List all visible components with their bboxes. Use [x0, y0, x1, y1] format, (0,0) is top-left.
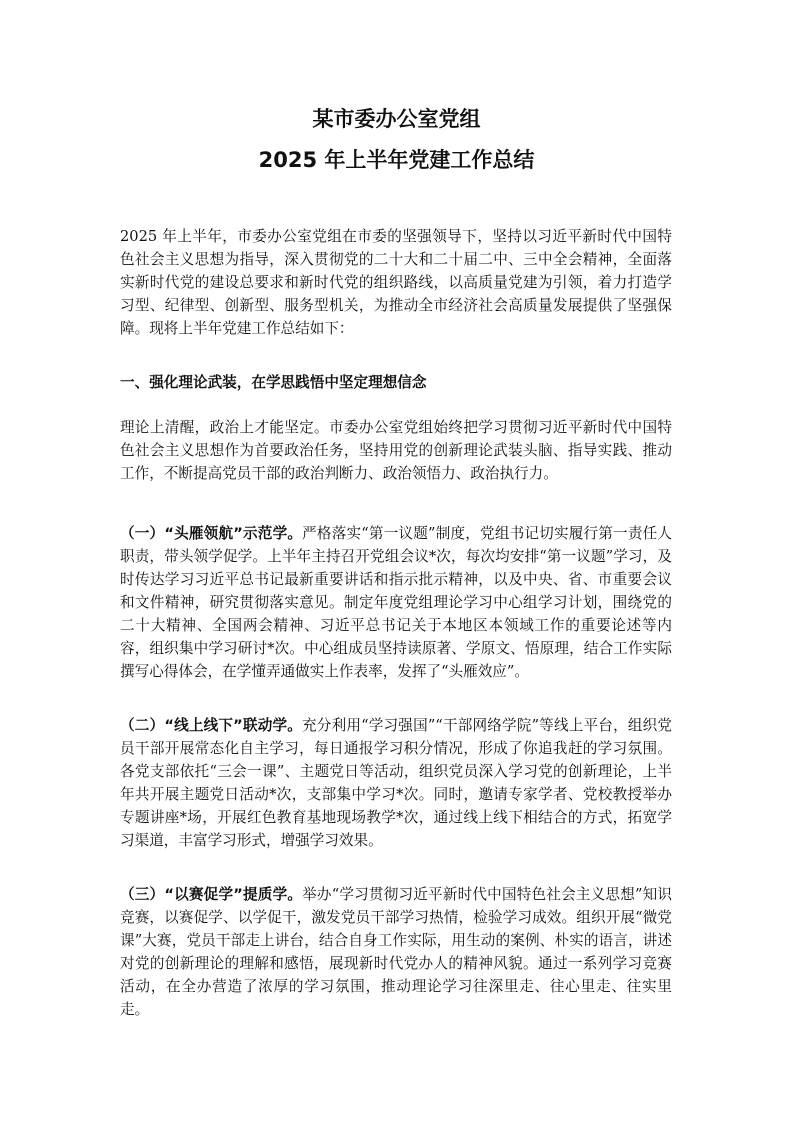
document-title-line1: 某市委办公室党组 [312, 107, 481, 131]
item-paragraph-1 [120, 522, 672, 683]
item-text-1: 严格落实“第一议题”制度，党组书记切实履行第一责任人职责，带头领学促学。上半年主持召开党组会议*次，每次均安排“第一议题”学习，及时传达学习习近平总书记最新重要讲话和指示批示精神，以及中央、省、市重要会议和文件精神，研究贯彻落实意见。制定年度党组理论学习中心组学习计划，围绕党的二十大精神、全国两会精神、习近平总书记关于本地区本领域工作的重要论述等内容，组织集中学习研讨*次。中心组成员坚持读原著、学原文、悟原理，结合工作实际撰写心得体会，在学懂弄通做实上作表率，发挥了“头雁效应”。 [120, 525, 672, 680]
item-text-3: 举办“学习贯彻习近平新时代中国特色社会主义思想”知识竞赛，以赛促学、以学促干，激发党员干部学习热情，检验学习成效。组织开展“微党课”大赛，党员干部走上讲台，结合自身工作实际，用生动的案例、朴实的语言，讲述对党的创新理论的理解和感悟，展现新时代党办人的精神风貌。通过一系列学习竞赛活动，在全办营造了浓厚的学习氛围，推动理论学习往深里走、往心里走、往实里走。 [120, 886, 672, 1018]
item-paragraph-3 [120, 883, 672, 1021]
document-title-line2: 2025 年上半年党建工作总结 [258, 148, 535, 172]
item-lead-2: （二）“线上线下”联动学。 [120, 717, 303, 734]
item-lead-3: （三）“以赛促学”提质学。 [120, 886, 303, 903]
item-text-2: 充分利用“学习强国”“干部网络学院”等线上平台，组织党员干部开展常态化自主学习，每日通报学习积分情况，形成了你追我赶的学习氛围。各党支部依托“三会一课”、主题党日等活动，组织党员深入学习党的创新理论，上半年共开展主题党日活动*次，支部集中学习*次。同时，邀请专家学者、党校教授举办专题讲座*场，开展红色教育基地现场教学*次，通过线上线下相结合的方式，拓宽学习渠道，丰富学习形式，增强学习效果。 [120, 717, 672, 849]
intro-paragraph: 2025 年上半年，市委办公室党组在市委的坚强领导下，坚持以习近平新时代中国特色社会主义思想为指导，深入贯彻党的二十大和二十届二中、三中全会精神，全面落实新时代党的建设总要求和新时代党的组织路线，以高质量党建为引领，着力打造学习型、纪律型、创新型、服务型机关，为推动全市经济社会高质量发展提供了坚强保障。现将上半年党建工作总结如下： [120, 228, 672, 337]
item-lead-1: （一）“头雁领航”示范学。 [120, 525, 303, 542]
section-heading-1: 一、强化理论武装，在学思践悟中坚定理想信念 [120, 374, 427, 391]
item-paragraph-2 [120, 714, 672, 852]
section1-intro-paragraph: 理论上清醒，政治上才能坚定。市委办公室党组始终把学习贯彻习近平新时代中国特色社会主义思想作为首要政治任务，坚持用党的创新理论武装头脑、指导实践、推动工作，不断提高党员干部的政治判断力、政治领悟力、政治执行力。 [120, 419, 672, 482]
